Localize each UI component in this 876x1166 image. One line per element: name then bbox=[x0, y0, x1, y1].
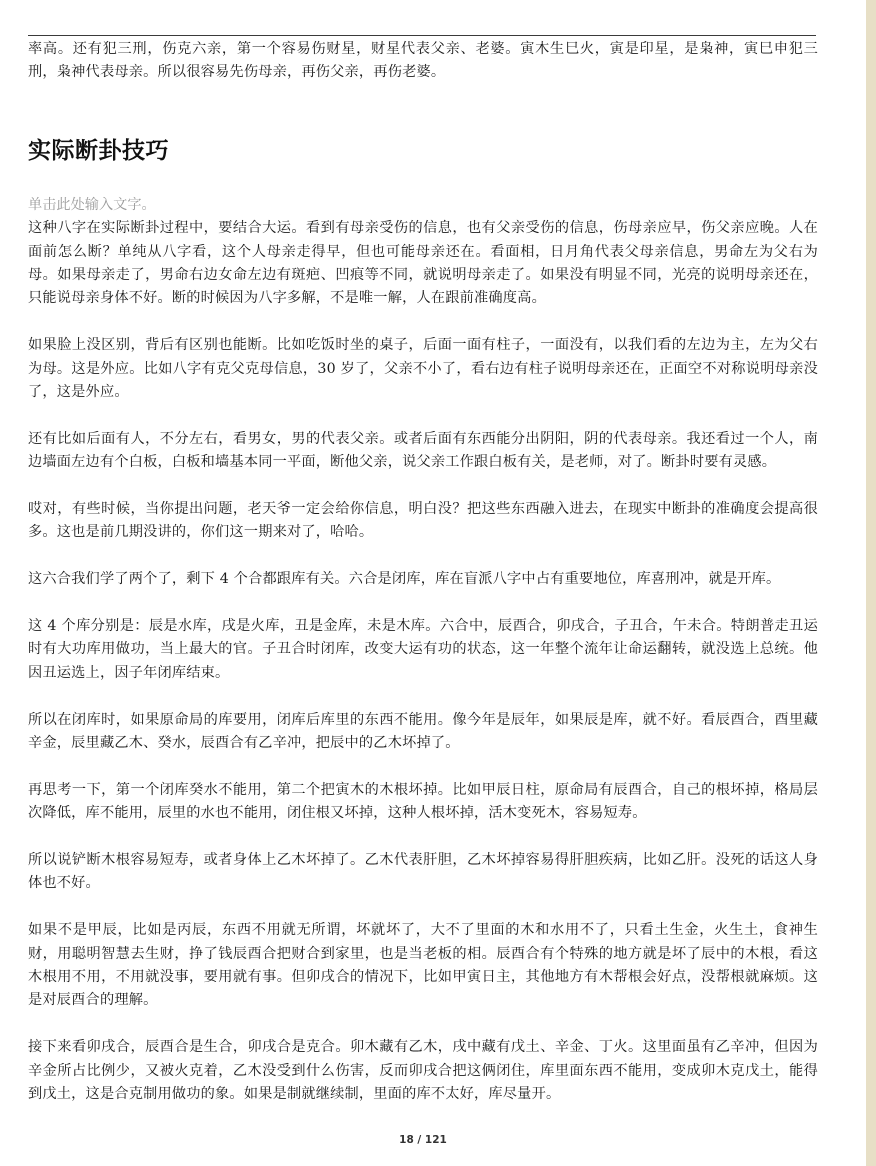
paragraph: 所以在闭库时，如果原命局的库要用，闭库后库里的东西不能用。像今年是辰年，如果辰是库，就不好。看辰酉合，酉里藏辛金，辰里藏乙木、癸水，辰酉合有乙辛冲，把辰中的乙木坏掉了。 bbox=[28, 711, 818, 752]
paragraph: 这种八字在实际断卦过程中，要结合大运。看到有母亲受伤的信息，也有父亲受伤的信息，伤母亲应早，伤父亲应晚。人在面前怎么断？单纯从八字看，这个人母亲走得早，但也可能母亲还在。看面相，日月角代表父母亲信息，男命左为父右为母。如果母亲走了，男命右边女命左边有斑疤、凹痕等不同，就说明母亲走了。如果没有明显不同，光亮的说明母亲还在，只能说母亲身体不好。断的时候因为八字多解，不是唯一解，人在跟前准确度高。 bbox=[28, 220, 818, 307]
paragraph: 这六合我们学了两个了，剩下 4 个合都跟库有关。六合是闭库，库在盲派八字中占有重要地位，库喜刑冲，就是开库。 bbox=[28, 571, 781, 588]
document-body bbox=[28, 38, 818, 1130]
placeholder-text[interactable]: 单击此处输入文字。 bbox=[28, 196, 156, 213]
header-rule bbox=[28, 35, 816, 36]
paragraph-continuation: 率高。还有犯三刑，伤克六亲，第一个容易伤财星，财星代表父亲、老婆。寅木生巳火，寅是印星，是枭神，寅巳申犯三刑，枭神代表母亲。所以很容易先伤母亲，再伤父亲，再伤老婆。 bbox=[28, 41, 818, 81]
paragraph: 如果脸上没区别，背后有区别也能断。比如吃饭时坐的桌子，后面一面有柱子，一面没有，以我们看的左边为主，左为父右为母。这是外应。比如八字有克父克母信息，30 岁了，父亲不小了，看右边有柱子说明母亲还在，正面空不对称说明母亲没了，这是外应。 bbox=[28, 337, 818, 401]
paragraph: 哎对，有些时候，当你提出问题，老天爷一定会给你信息，明白没？把这些东西融入进去，在现实中断卦的准确度会提高很多。这也是前几期没讲的，你们这一期来对了，哈哈。 bbox=[28, 501, 818, 541]
page-edge-strip bbox=[866, 0, 876, 1166]
paragraph: 这 4 个库分别是：辰是水库，戌是火库，丑是金库，未是木库。六合中，辰酉合，卯戌合，子丑合，午未合。特朗普走丑运时有大功库用做功，当上最大的官。子丑合时闭库，改变大运有功的状态，这一年整个流年让命运翻转，就没选上总统。他因丑运选上，因子年闭库结束。 bbox=[28, 618, 818, 681]
paragraph: 还有比如后面有人，不分左右，看男女，男的代表父亲。或者后面有东西能分出阴阳，阴的代表母亲。我还看过一个人，南边墙面左边有个白板，白板和墙基本同一平面，断他父亲，说父亲工作跟白板有关，是老师，对了。断卦时要有灵感。 bbox=[28, 430, 818, 471]
paragraph: 再思考一下，第一个闭库癸水不能用，第二个把寅木的木根坏掉。比如甲辰日柱，原命局有辰酉合，自己的根坏掉，格局层次降低，库不能用，辰里的水也不能用，闭住根又坏掉，这种人根坏掉，活木变死木，容易短寿。 bbox=[28, 781, 818, 822]
page-number: 18 / 121 bbox=[399, 1134, 447, 1146]
paragraph: 接下来看卯戌合，辰酉合是生合，卯戌合是克合。卯木藏有乙木，戌中藏有戊土、辛金、丁火。这里面虽有乙辛冲，但因为辛金所占比例少，又被火克着，乙木没受到什么伤害，反而卯戌合把这俩闭住，库里面东西不能用，变成卯木克戊土，能得到戊土，这是合克制用做功的象。如果是制就继续制，里面的库不太好，库尽量开。 bbox=[28, 1039, 818, 1103]
paragraph: 所以说铲断木根容易短寿，或者身体上乙木坏掉了。乙木代表肝胆，乙木坏掉容易得肝胆疾病，比如乙肝。没死的话这人身体也不好。 bbox=[28, 852, 818, 892]
paragraph: 如果不是甲辰，比如是丙辰，东西不用就无所谓，坏就坏了，大不了里面的木和水用不了，只看土生金，火生土，食神生财，用聪明智慧去生财，挣了钱辰酉合把财合到家里，也是当老板的相。辰酉合有个特殊的地方就是坏了辰中的木根，看这木根用不用，不用就没事，要用就有事。但卯戌合的情况下，比如甲寅日主，其他地方有木帮根会好点，没帮根就麻烦。这是对辰酉合的理解。 bbox=[28, 922, 818, 1009]
section-heading: 实际断卦技巧 bbox=[28, 137, 169, 164]
